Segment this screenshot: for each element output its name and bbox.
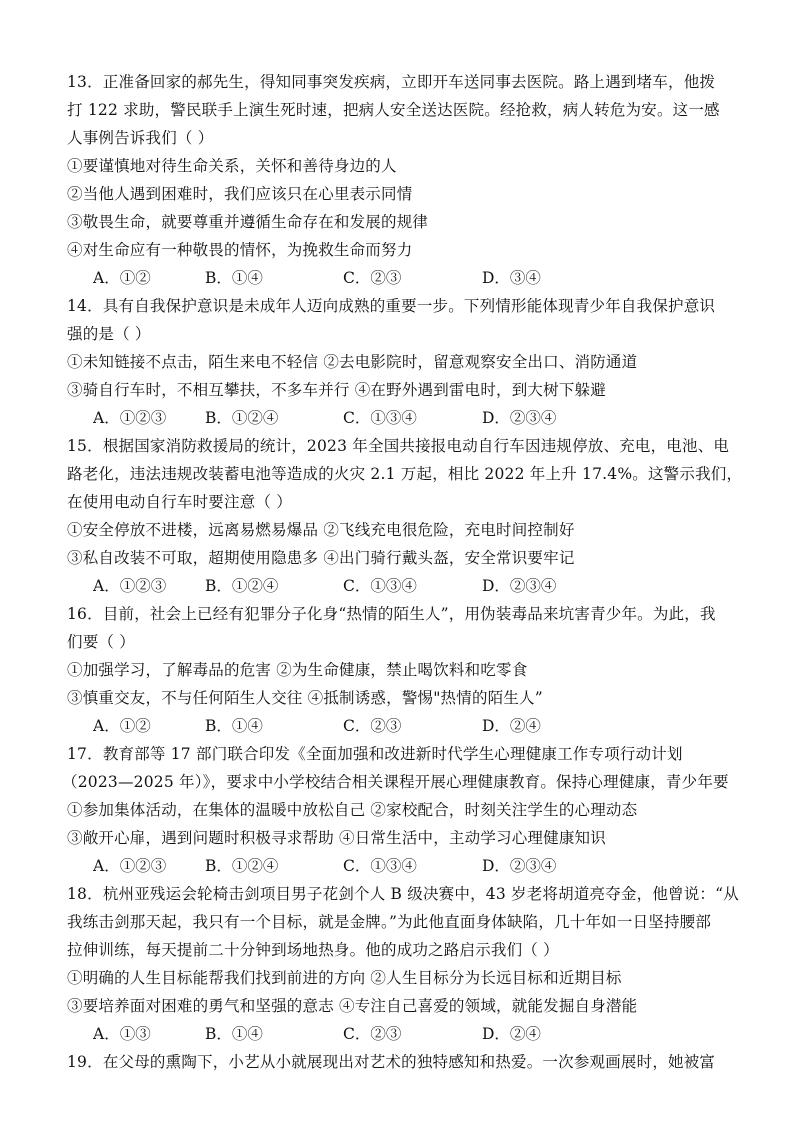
q16-statements-row-1: ①加强学习，了解毒品的危害 ②为生命健康，禁止喝饮料和吃零食 <box>67 661 528 679</box>
q17-stem-line-2: （2023—2025 年）》，要求中小学校结合相关课程开展心理健康教育。保持心理健康，青少年要 <box>62 773 729 791</box>
q18-stem-line-1: 18．杭州亚残运会轮椅击剑项目男子花剑个人 B 级决赛中，43 岁老将胡道亮夺金，他曾说：“从 <box>67 885 739 903</box>
q16-stem-line-2: 们要（ ） <box>67 633 135 651</box>
q15-statements-row-2: ③私自改装不可取，超期使用隐患多 ④出门骑行戴头盔，安全常识要牢记 <box>67 549 575 567</box>
q17-statements-row-2: ③敞开心扉，遇到问题时积极寻求帮助 ④日常生活中，主动学习心理健康知识 <box>67 829 606 847</box>
q13-stem-line-2: 打 122 求助，警民联手上演生死时速，把病人安全送达医院。经抢救，病人转危为安。这一感 <box>67 101 720 119</box>
q13-statement-3: ③敬畏生命，就要尊重并遵循生命存在和发展的规律 <box>67 213 429 231</box>
q18-statements-row-2: ③要培养面对困难的勇气和坚强的意志 ④专注自己喜爱的领域，就能发掘自身潜能 <box>67 997 638 1015</box>
q16-option-b: B．①④ <box>205 717 263 735</box>
q14-stem-line-2: 强的是（ ） <box>67 325 151 343</box>
q13-stem-line-3: 人事例告诉我们（ ） <box>67 129 214 147</box>
q18-stem-line-2: 我练击剑那天起，我只有一个目标，就是金牌。”为此他直面身体缺陷，几十年如一日坚持腰部 <box>67 913 712 931</box>
q14-option-c: C．①③④ <box>343 409 417 427</box>
q18-option-d: D．②④ <box>482 1025 541 1043</box>
q16-statements-row-2: ③慎重交友，不与任何陌生人交往 ④抵制诱惑，警惕"热情的陌生人” <box>67 689 543 707</box>
q13-statement-2: ②当他人遇到困难时，我们应该只在心里表示同情 <box>67 185 413 203</box>
q14-option-d: D．②③④ <box>482 409 557 427</box>
q18-option-a: A．①③ <box>93 1025 151 1043</box>
q18-option-c: C．②③ <box>343 1025 402 1043</box>
q15-option-b: B．①②④ <box>205 577 279 595</box>
q18-option-b: B．①④ <box>205 1025 263 1043</box>
q14-stem-line-1: 14．具有自我保护意识是未成年人迈向成熟的重要一步。下列情形能体现青少年自我保护意识 <box>67 297 716 315</box>
q13-option-b: B．①④ <box>205 269 263 287</box>
q17-stem-line-1: 17．教育部等 17 部门联合印发《全面加强和改进新时代学生心理健康工作专项行动计划 <box>67 745 683 763</box>
q15-stem-line-1: 15．根据国家消防救援局的统计，2023 年全国共接报电动自行车因违规停放、充电，电池、电 <box>67 437 730 455</box>
q17-option-a: A．①②③ <box>93 857 167 875</box>
q13-option-c: C．②③ <box>343 269 402 287</box>
q13-option-d: D．③④ <box>482 269 541 287</box>
q16-option-d: D．②④ <box>482 717 541 735</box>
q18-statements-row-1: ①明确的人生目标能帮我们找到前进的方向 ②人生目标分为长远目标和近期目标 <box>67 969 622 987</box>
q14-statements-row-2: ③骑自行车时，不相互攀扶，不多车并行 ④在野外遇到雷电时，到大树下躲避 <box>67 381 606 399</box>
q17-option-c: C．①③④ <box>343 857 417 875</box>
q16-stem-line-1: 16．目前，社会上已经有犯罪分子化身“热情的陌生人”，用伪装毒品来坑害青少年。为此，我 <box>67 605 716 623</box>
q18-stem-line-3: 拉伸训练，每天提前二十分钟到场地热身。他的成功之路启示我们（ ） <box>67 941 559 959</box>
q17-option-b: B．①②④ <box>205 857 279 875</box>
q14-statements-row-1: ①未知链接不点击，陌生来电不轻信 ②去电影院时，留意观察安全出口、消防通道 <box>67 353 638 371</box>
q14-option-b: B．①②④ <box>205 409 279 427</box>
q13-stem-line-1: 13．正准备回家的郝先生，得知同事突发疾病，立即开车送同事去医院。路上遇到堵车，他拨 <box>67 73 716 91</box>
q15-stem-line-2: 路老化，违法违规改装蓄电池等造成的火灾 2.1 万起，相比 2022 年上升 17.4%。这警示我们， <box>67 465 743 483</box>
q13-statement-4: ④对生命应有一种敬畏的情怀，为挽救生命而努力 <box>67 241 413 259</box>
q15-stem-line-3: 在使用电动自行车时要注意（ ） <box>67 493 292 511</box>
q15-option-d: D．②③④ <box>482 577 557 595</box>
q17-option-d: D．②③④ <box>482 857 557 875</box>
q16-option-c: C．②③ <box>343 717 402 735</box>
q16-option-a: A．①② <box>93 717 151 735</box>
q19-stem-line-1: 19．在父母的熏陶下，小艺从小就展现出对艺术的独特感知和热爱。一次参观画展时，她被富 <box>67 1053 716 1071</box>
q15-statements-row-1: ①安全停放不进楼，远离易燃易爆品 ②飞线充电很危险，充电时间控制好 <box>67 521 575 539</box>
q13-option-a: A．①② <box>93 269 151 287</box>
q14-option-a: A．①②③ <box>93 409 167 427</box>
q15-option-c: C．①③④ <box>343 577 417 595</box>
q15-option-a: A．①②③ <box>93 577 167 595</box>
q17-statements-row-1: ①参加集体活动，在集体的温暖中放松自己 ②家校配合，时刻关注学生的心理动态 <box>67 801 638 819</box>
q13-statement-1: ①要谨慎地对待生命关系，关怀和善待身边的人 <box>67 157 397 175</box>
